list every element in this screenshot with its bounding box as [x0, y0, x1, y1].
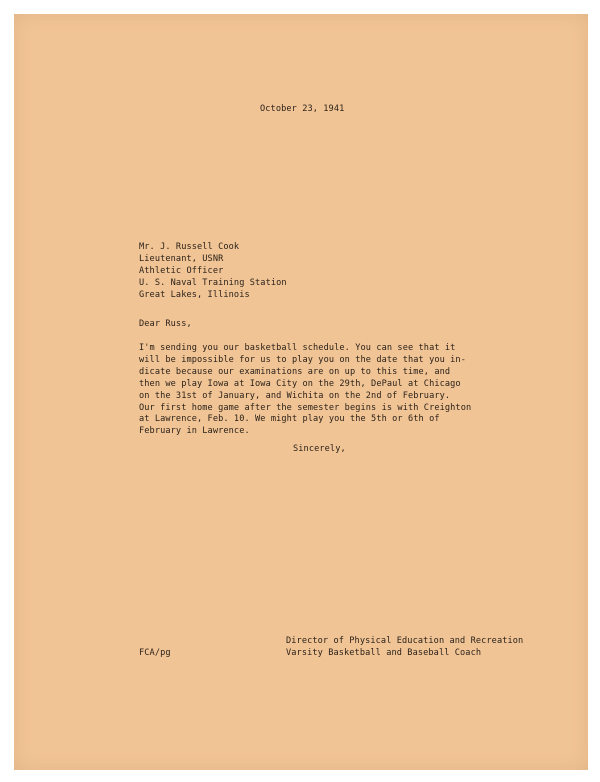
- salutation: Dear Russ,: [139, 319, 192, 329]
- recipient-line: Lieutenant, USNR: [139, 253, 224, 264]
- body-line: will be impossible for us to play you on the date that you in-: [139, 354, 466, 365]
- body-line: February in Lawrence.: [139, 426, 250, 437]
- body-line: on the 31st of January, and Wichita on the 2nd of February.: [139, 390, 451, 401]
- signature-title: Varsity Basketball and Baseball Coach: [286, 647, 482, 658]
- body-line: dicate because our examinations are on up to this time, and: [139, 366, 451, 377]
- body-line: Our first home game after the semester begins is with Creighton: [139, 402, 472, 413]
- typist-initials: FCA/pg: [139, 648, 171, 658]
- recipient-line: Mr. J. Russell Cook: [139, 242, 240, 252]
- body-line: then we play Iowa at Iowa City on the 29th, DePaul at Chicago: [139, 378, 461, 389]
- letter-page: [14, 14, 588, 770]
- recipient-line: Athletic Officer: [139, 265, 224, 276]
- closing: Sincerely,: [293, 444, 346, 454]
- recipient-line: Great Lakes, Illinois: [139, 289, 250, 300]
- body-line: at Lawrence, Feb. 10. We might play you the 5th or 6th of: [139, 414, 440, 425]
- recipient-line: U. S. Naval Training Station: [139, 277, 287, 288]
- body-line: I'm sending you our basketball schedule. You can see that it: [139, 343, 456, 353]
- signature-title: Director of Physical Education and Recreation: [286, 636, 524, 646]
- letter-body: [139, 343, 471, 438]
- recipient-address: [139, 242, 287, 302]
- letter-date: October 23, 1941: [260, 104, 345, 114]
- signature-block: [286, 636, 523, 660]
